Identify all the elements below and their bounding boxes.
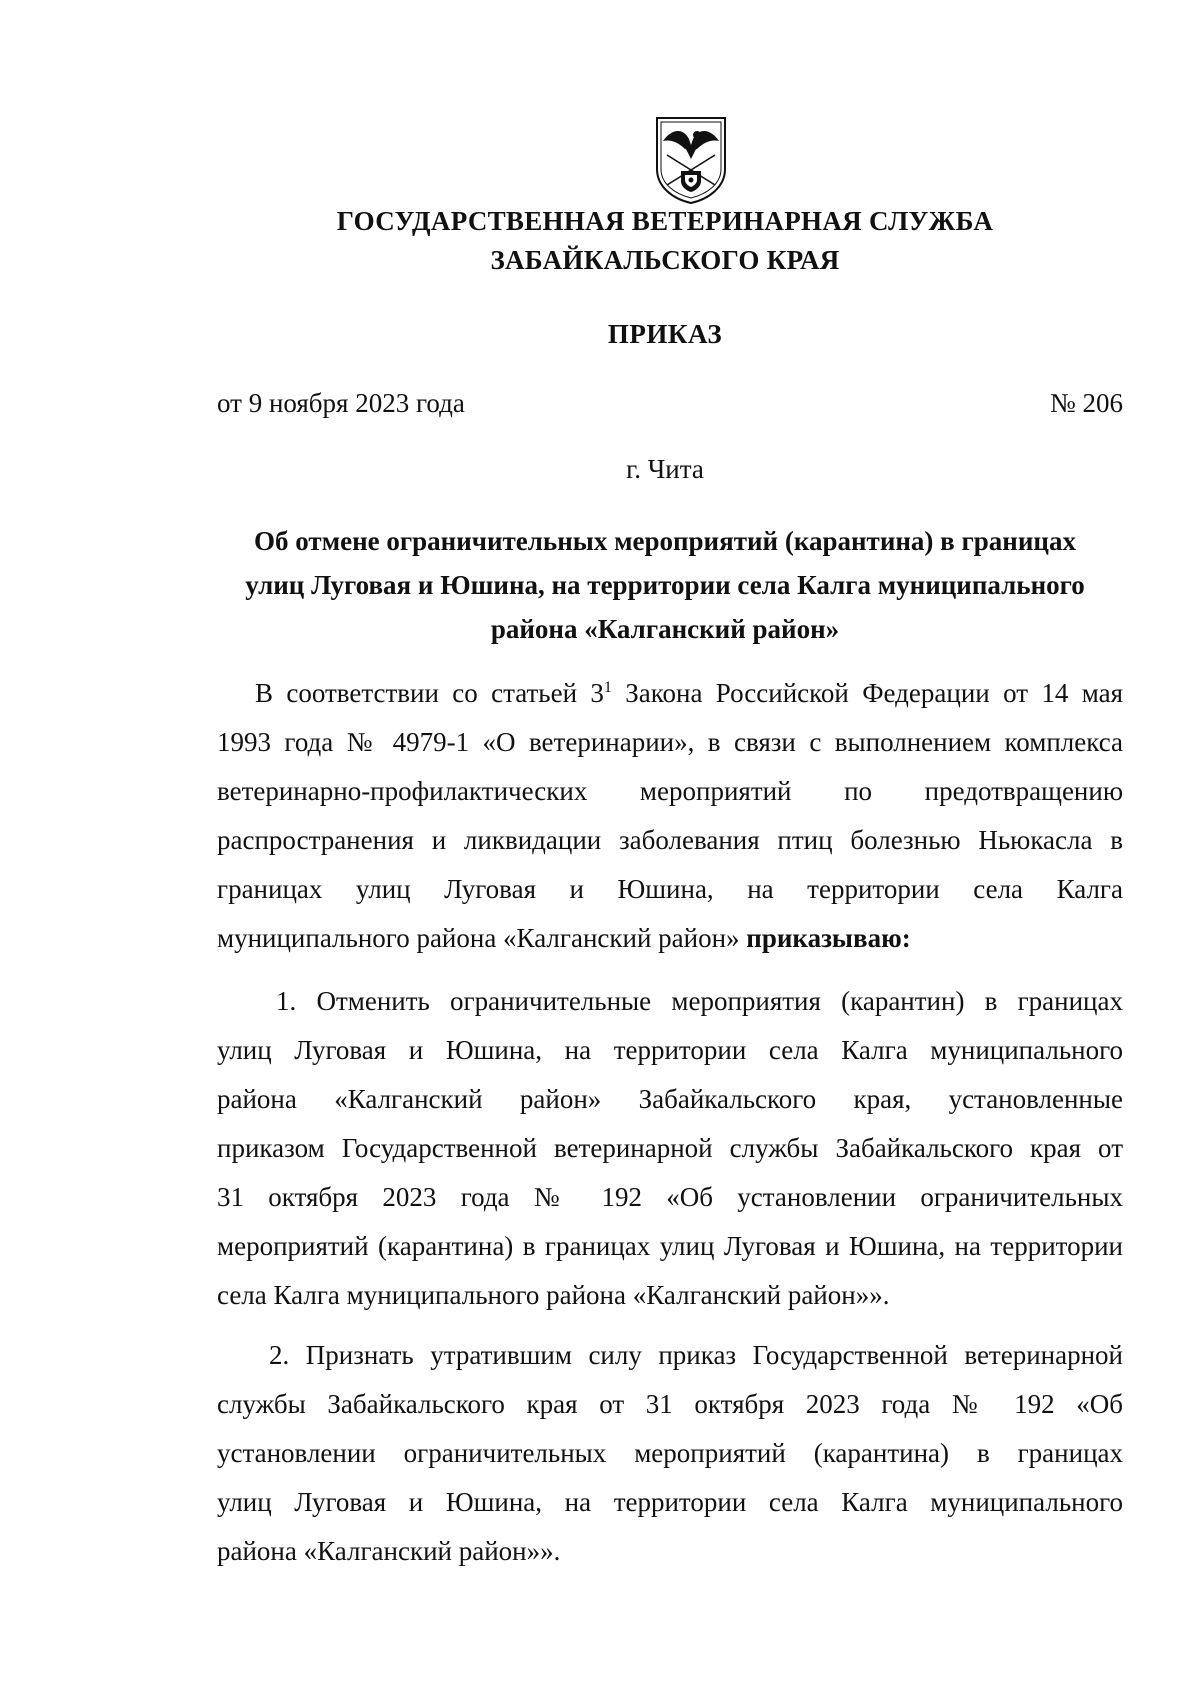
organization-title-line-2: ЗАБАЙКАЛЬСКОГО КРАЯ <box>490 245 840 275</box>
subject-line-2: улиц Луговая и Юшина, на территории села Калга муниципального <box>245 570 1085 600</box>
item-2-line: района «Калганский район»». <box>217 1536 561 1566</box>
zabaykalsky-krai-coat-of-arms-icon <box>653 115 729 205</box>
order-subject <box>205 519 1125 651</box>
article-superscript: 1 <box>603 679 612 696</box>
preamble-text: Закона Российской Федерации от 14 мая <box>611 678 1124 708</box>
organization-title-line-1: ГОСУДАРСТВЕННАЯ ВЕТЕРИНАРНАЯ СЛУЖБА <box>336 206 994 236</box>
item-1-line: села Калга муниципального района «Калганский район»». <box>217 1280 890 1310</box>
order-date: от 9 ноября 2023 года <box>217 388 465 418</box>
preamble-paragraph <box>217 669 1123 963</box>
item-1-line: мероприятий (карантина) в границах улиц Луговая и Юшина, на территории <box>217 1231 1123 1261</box>
preamble-text: В соответствии со статьей 3 <box>255 678 604 708</box>
city-of-issue: г. Чита <box>626 454 704 484</box>
document-type-title: ПРИКАЗ <box>607 319 723 349</box>
preamble-line: распространения и ликвидации заболевания птиц болезнью Ньюкасла в <box>217 825 1123 855</box>
item-2-line: службы Забайкальского края от 31 октября 2023 года № 192 «Об <box>217 1389 1123 1419</box>
item-2-line: улиц Луговая и Юшина, на территории села Калга муниципального <box>217 1487 1123 1517</box>
order-number: № 206 <box>1049 388 1123 418</box>
subject-line-1: Об отмене ограничительных мероприятий (карантина) в границах <box>254 526 1076 556</box>
preamble-line <box>217 914 1123 963</box>
preamble-line: границах улиц Луговая и Юшина, на территории села Калга <box>217 874 1123 904</box>
order-item-2 <box>217 1331 1123 1576</box>
preamble-text: муниципального района «Калганский район» <box>217 923 747 953</box>
order-item-1 <box>217 977 1123 1320</box>
item-2-line: 2. Признать утратившим силу приказ Государственной ветеринарной <box>269 1340 1123 1370</box>
organization-title <box>200 202 1130 280</box>
item-1-line: района «Калганский район» Забайкальского края, установленные <box>217 1084 1123 1114</box>
date-number-line <box>217 385 1123 421</box>
subject-line-3: района «Калганский район» <box>490 614 840 644</box>
item-1-line: 31 октября 2023 года № 192 «Об установлении ограничительных <box>217 1182 1123 1212</box>
preamble-line: ветеринарно-профилактических мероприятий по предотвращению <box>217 776 1123 806</box>
item-1-line: приказом Государственной ветеринарной службы Забайкальского края от <box>217 1133 1123 1163</box>
preamble-line <box>217 669 1123 718</box>
item-1-line: улиц Луговая и Юшина, на территории села Калга муниципального <box>217 1035 1123 1065</box>
item-2-line: установлении ограничительных мероприятий (карантина) в границах <box>217 1438 1123 1468</box>
preamble-line: 1993 года № 4979-1 «О ветеринарии», в связи с выполнением комплекса <box>217 727 1123 757</box>
order-verb: приказываю: <box>746 923 911 953</box>
item-1-line: 1. Отменить ограничительные мероприятия (карантин) в границах <box>276 986 1123 1016</box>
